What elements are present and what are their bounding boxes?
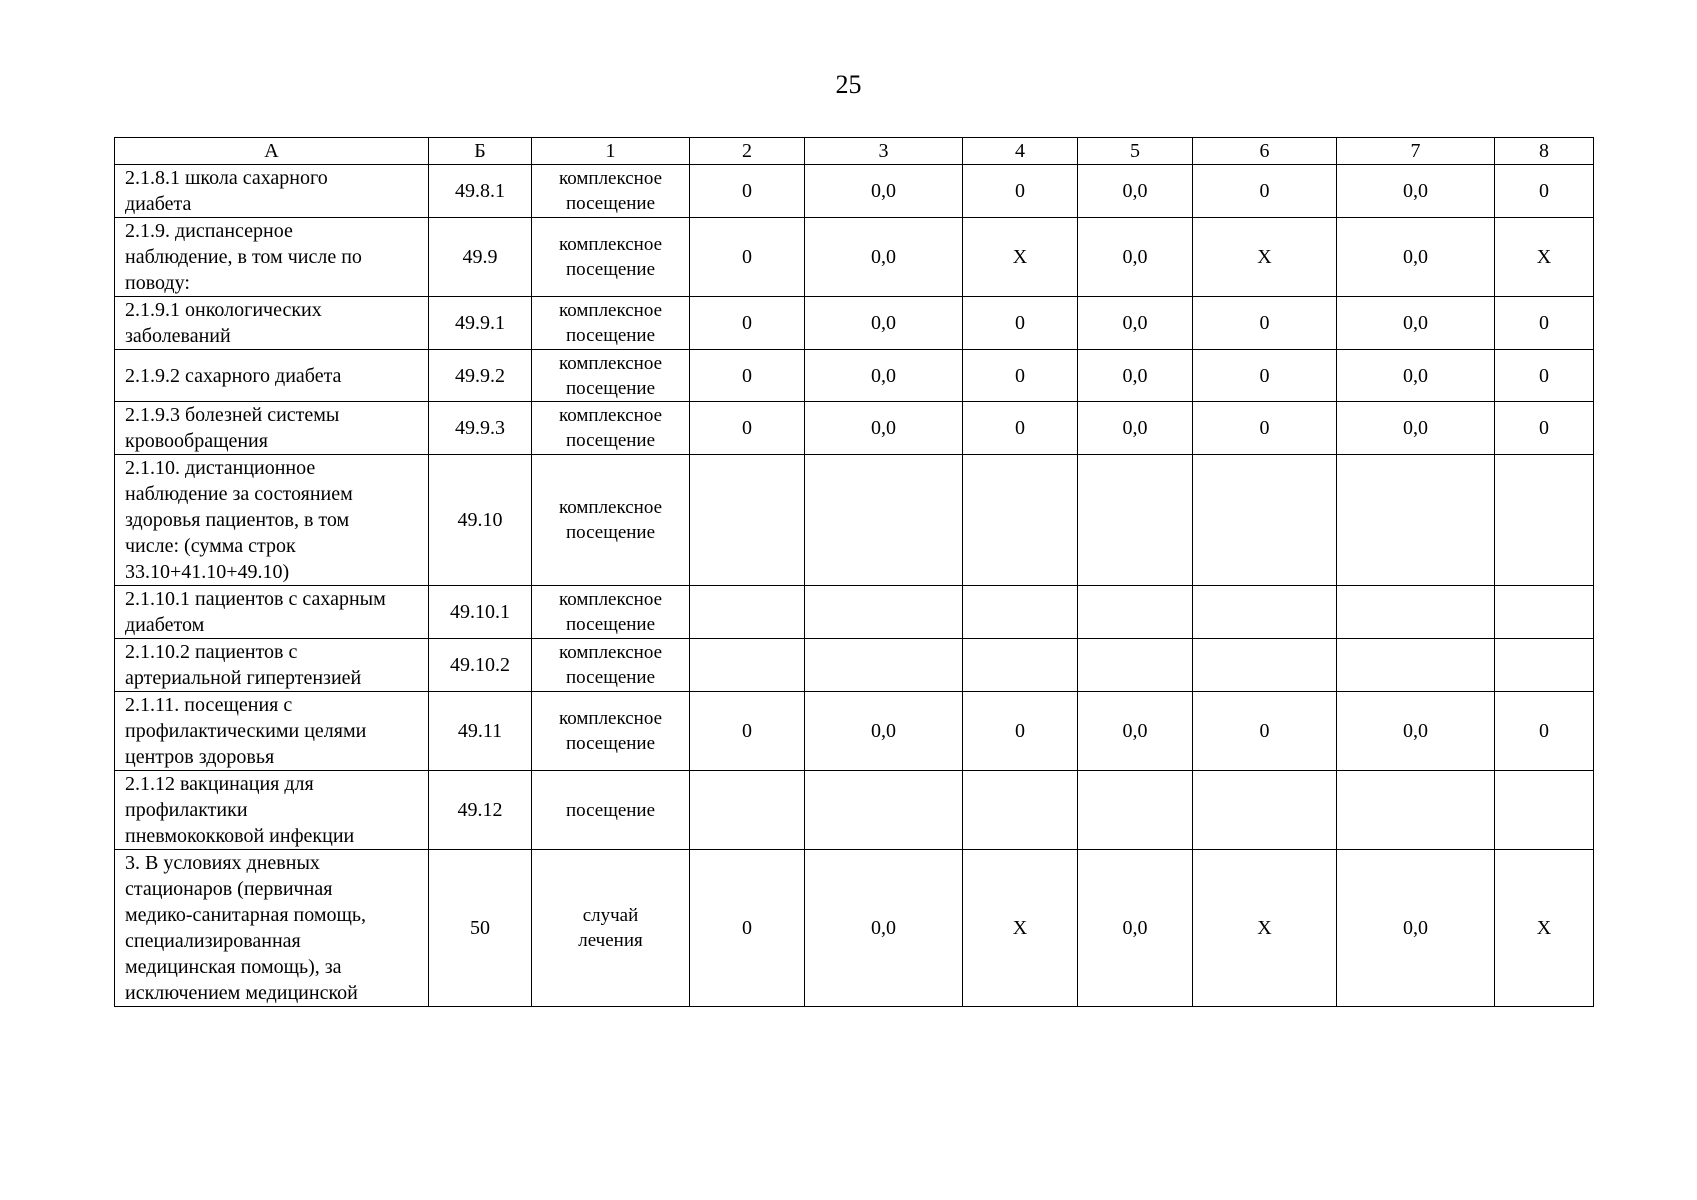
row-value-cell-2: 0 bbox=[690, 165, 805, 218]
row-value-cell-2: 0 bbox=[690, 218, 805, 297]
row-value-cell-6 bbox=[1193, 639, 1337, 692]
row-label-line: стационаров (первичная bbox=[125, 878, 333, 900]
row-value-cell-7 bbox=[1337, 586, 1495, 639]
header-cell-1: 1 bbox=[532, 138, 690, 165]
header-cell-6: 6 bbox=[1193, 138, 1337, 165]
row-unit-cell bbox=[532, 165, 690, 218]
row-value-cell-3 bbox=[805, 771, 963, 850]
row-value-cell-3: 0,0 bbox=[805, 692, 963, 771]
header-cell-8: 8 bbox=[1495, 138, 1594, 165]
row-label-line: 2.1.9.3 болезней системы bbox=[125, 404, 340, 426]
row-label-cell bbox=[115, 771, 429, 850]
row-value-cell-2 bbox=[690, 771, 805, 850]
row-value-cell-8 bbox=[1495, 771, 1594, 850]
row-unit-line: посещение bbox=[565, 259, 656, 280]
row-unit-line: комплексное bbox=[558, 642, 663, 663]
row-label-line: центров здоровья bbox=[125, 746, 275, 768]
row-value-cell-2: 0 bbox=[690, 350, 805, 402]
row-label-cell bbox=[115, 455, 429, 586]
row-unit-line: комплексное bbox=[558, 168, 663, 189]
row-value-cell-5: 0,0 bbox=[1078, 218, 1193, 297]
row-code-cell: 49.10.1 bbox=[429, 586, 532, 639]
row-unit-line: посещение bbox=[565, 377, 656, 399]
row-unit-line: посещение bbox=[565, 522, 656, 543]
header-cell-2: 2 bbox=[690, 138, 805, 165]
row-value-cell-8: 0 bbox=[1495, 297, 1594, 350]
row-value-cell-6: 0 bbox=[1193, 402, 1337, 455]
row-value-cell-8: 0 bbox=[1495, 350, 1594, 402]
row-unit-line: посещение bbox=[565, 799, 656, 821]
row-unit-cell bbox=[532, 850, 690, 1007]
row-value-cell-4: 0 bbox=[963, 692, 1078, 771]
row-unit-line: комплексное bbox=[558, 497, 663, 518]
table-row bbox=[115, 639, 1594, 692]
row-value-cell-5: 0,0 bbox=[1078, 402, 1193, 455]
row-code-cell: 49.10.2 bbox=[429, 639, 532, 692]
row-value-cell-2 bbox=[690, 586, 805, 639]
row-label-line: наблюдение за состоянием bbox=[125, 483, 353, 505]
table-row bbox=[115, 297, 1594, 350]
row-label-line: диабетом bbox=[125, 614, 205, 636]
row-label-line: исключением медицинской bbox=[125, 982, 358, 1004]
table-row bbox=[115, 771, 1594, 850]
row-code-cell: 49.8.1 bbox=[429, 165, 532, 218]
row-value-cell-5: 0,0 bbox=[1078, 350, 1193, 402]
row-code-cell: 49.9.3 bbox=[429, 402, 532, 455]
row-label-line: 2.1.10.2 пациентов с bbox=[125, 641, 298, 663]
row-label-cell bbox=[115, 692, 429, 771]
row-unit-cell bbox=[532, 350, 690, 402]
row-label-cell bbox=[115, 586, 429, 639]
row-value-cell-4 bbox=[963, 771, 1078, 850]
row-value-cell-8 bbox=[1495, 639, 1594, 692]
row-value-cell-7: 0,0 bbox=[1337, 402, 1495, 455]
row-label-line: 2.1.11. посещения с bbox=[125, 694, 293, 716]
row-label-line: профилактическими целями bbox=[125, 720, 367, 742]
row-code-cell: 49.11 bbox=[429, 692, 532, 771]
row-value-cell-4 bbox=[963, 586, 1078, 639]
row-label-line: 33.10+41.10+49.10) bbox=[125, 561, 290, 583]
row-label-line: пневмококковой инфекции bbox=[125, 825, 355, 847]
row-label-line: артериальной гипертензией bbox=[125, 667, 362, 689]
table-row bbox=[115, 692, 1594, 771]
row-value-cell-3: 0,0 bbox=[805, 850, 963, 1007]
row-unit-cell bbox=[532, 692, 690, 771]
row-label-cell bbox=[115, 350, 429, 402]
row-unit-line: посещение bbox=[565, 667, 656, 688]
row-value-cell-3: 0,0 bbox=[805, 297, 963, 350]
row-label-line: 2.1.10.1 пациентов с сахарным bbox=[125, 588, 386, 610]
header-cell-5: 5 bbox=[1078, 138, 1193, 165]
row-value-cell-8: 0 bbox=[1495, 165, 1594, 218]
table-body bbox=[115, 138, 1594, 1007]
row-value-cell-2: 0 bbox=[690, 850, 805, 1007]
row-value-cell-7: 0,0 bbox=[1337, 218, 1495, 297]
row-code-cell: 50 bbox=[429, 850, 532, 1007]
row-value-cell-5 bbox=[1078, 771, 1193, 850]
row-unit-line: посещение bbox=[565, 325, 656, 346]
row-value-cell-5: 0,0 bbox=[1078, 692, 1193, 771]
row-value-cell-6: 0 bbox=[1193, 350, 1337, 402]
row-unit-cell bbox=[532, 218, 690, 297]
header-cell-4: 4 bbox=[963, 138, 1078, 165]
row-value-cell-5 bbox=[1078, 586, 1193, 639]
row-label-cell bbox=[115, 639, 429, 692]
row-label-line: медицинская помощь), за bbox=[125, 956, 342, 978]
row-value-cell-5 bbox=[1078, 455, 1193, 586]
row-value-cell-3: 0,0 bbox=[805, 402, 963, 455]
row-value-cell-7 bbox=[1337, 639, 1495, 692]
row-label-cell bbox=[115, 165, 429, 218]
row-value-cell-6 bbox=[1193, 771, 1337, 850]
row-value-cell-7: 0,0 bbox=[1337, 692, 1495, 771]
row-label-line: 2.1.10. дистанционное bbox=[125, 457, 316, 479]
row-label-line: профилактики bbox=[125, 799, 248, 821]
row-value-cell-8: 0 bbox=[1495, 402, 1594, 455]
row-value-cell-4: Х bbox=[963, 850, 1078, 1007]
table-row bbox=[115, 586, 1594, 639]
row-value-cell-2: 0 bbox=[690, 402, 805, 455]
row-value-cell-4 bbox=[963, 455, 1078, 586]
header-cell-b: Б bbox=[429, 138, 532, 165]
row-label-line: числе: (сумма строк bbox=[125, 535, 296, 557]
row-unit-line: комплексное bbox=[558, 352, 663, 374]
row-value-cell-7 bbox=[1337, 771, 1495, 850]
row-value-cell-7: 0,0 bbox=[1337, 297, 1495, 350]
row-unit-line: комплексное bbox=[558, 234, 663, 255]
row-value-cell-5: 0,0 bbox=[1078, 850, 1193, 1007]
row-value-cell-3 bbox=[805, 586, 963, 639]
row-label-cell bbox=[115, 850, 429, 1007]
header-cell-3: 3 bbox=[805, 138, 963, 165]
row-value-cell-2: 0 bbox=[690, 297, 805, 350]
row-unit-cell bbox=[532, 639, 690, 692]
row-unit-cell bbox=[532, 771, 690, 850]
row-label-line: 2.1.9.2 сахарного диабета bbox=[125, 364, 342, 387]
row-value-cell-5: 0,0 bbox=[1078, 297, 1193, 350]
row-label-line: 2.1.9. диспансерное bbox=[125, 220, 293, 242]
row-value-cell-6: 0 bbox=[1193, 297, 1337, 350]
row-value-cell-5: 0,0 bbox=[1078, 165, 1193, 218]
row-label-cell bbox=[115, 218, 429, 297]
row-value-cell-6: Х bbox=[1193, 218, 1337, 297]
row-value-cell-4: 0 bbox=[963, 350, 1078, 402]
row-value-cell-8: Х bbox=[1495, 850, 1594, 1007]
row-code-cell: 49.9.2 bbox=[429, 350, 532, 402]
row-value-cell-7: 0,0 bbox=[1337, 850, 1495, 1007]
row-value-cell-5 bbox=[1078, 639, 1193, 692]
row-unit-cell bbox=[532, 586, 690, 639]
row-value-cell-2 bbox=[690, 455, 805, 586]
header-cell-a: А bbox=[115, 138, 429, 165]
row-value-cell-2 bbox=[690, 639, 805, 692]
row-value-cell-6: Х bbox=[1193, 850, 1337, 1007]
row-label-cell bbox=[115, 297, 429, 350]
data-table bbox=[114, 137, 1594, 1007]
table-row bbox=[115, 165, 1594, 218]
header-cell-7: 7 bbox=[1337, 138, 1495, 165]
row-label-line: 2.1.8.1 школа сахарного bbox=[125, 167, 328, 189]
row-unit-line: посещение bbox=[565, 193, 656, 214]
row-value-cell-2: 0 bbox=[690, 692, 805, 771]
row-value-cell-6: 0 bbox=[1193, 165, 1337, 218]
row-label-line: наблюдение, в том числе по bbox=[125, 246, 362, 268]
row-unit-line: посещение bbox=[565, 430, 656, 451]
table-row bbox=[115, 402, 1594, 455]
row-value-cell-6: 0 bbox=[1193, 692, 1337, 771]
row-unit-line: комплексное bbox=[558, 300, 663, 321]
row-value-cell-7: 0,0 bbox=[1337, 350, 1495, 402]
row-value-cell-4: 0 bbox=[963, 165, 1078, 218]
row-value-cell-3: 0,0 bbox=[805, 218, 963, 297]
row-value-cell-8: Х bbox=[1495, 218, 1594, 297]
row-unit-cell bbox=[532, 297, 690, 350]
row-value-cell-6 bbox=[1193, 455, 1337, 586]
row-code-cell: 49.12 bbox=[429, 771, 532, 850]
page-number: 25 bbox=[835, 70, 862, 99]
row-unit-line: комплексное bbox=[558, 405, 663, 426]
row-value-cell-7: 0,0 bbox=[1337, 165, 1495, 218]
row-value-cell-4: 0 bbox=[963, 297, 1078, 350]
row-unit-line: комплексное bbox=[558, 589, 663, 610]
row-label-line: поводу: bbox=[125, 272, 190, 294]
row-value-cell-6 bbox=[1193, 586, 1337, 639]
row-label-line: 2.1.9.1 онкологических bbox=[125, 299, 322, 321]
row-label-line: здоровья пациентов, в том bbox=[125, 509, 350, 531]
row-code-cell: 49.9.1 bbox=[429, 297, 532, 350]
row-label-line: медико-санитарная помощь, bbox=[125, 904, 367, 926]
table-row bbox=[115, 455, 1594, 586]
row-label-line: 3. В условиях дневных bbox=[125, 852, 320, 874]
row-unit-cell bbox=[532, 455, 690, 586]
row-value-cell-4 bbox=[963, 639, 1078, 692]
row-value-cell-7 bbox=[1337, 455, 1495, 586]
row-label-line: 2.1.12 вакцинация для bbox=[125, 773, 314, 795]
table-row bbox=[115, 850, 1594, 1007]
row-value-cell-8 bbox=[1495, 455, 1594, 586]
row-label-line: кровообращения bbox=[125, 430, 268, 452]
table-header-row bbox=[115, 138, 1594, 165]
row-value-cell-3: 0,0 bbox=[805, 165, 963, 218]
row-unit-line: комплексное bbox=[558, 708, 663, 729]
row-label-line: заболеваний bbox=[125, 325, 231, 347]
row-unit-line: случай bbox=[582, 905, 639, 926]
row-unit-line: лечения bbox=[578, 930, 643, 951]
row-value-cell-8 bbox=[1495, 586, 1594, 639]
row-value-cell-3 bbox=[805, 639, 963, 692]
row-label-cell bbox=[115, 402, 429, 455]
row-value-cell-3: 0,0 bbox=[805, 350, 963, 402]
table-row bbox=[115, 350, 1594, 402]
row-unit-line: посещение bbox=[565, 733, 656, 754]
row-unit-cell bbox=[532, 402, 690, 455]
row-unit-line: посещение bbox=[565, 614, 656, 635]
row-value-cell-3 bbox=[805, 455, 963, 586]
row-value-cell-4: Х bbox=[963, 218, 1078, 297]
row-label-line: специализированная bbox=[125, 930, 301, 952]
row-code-cell: 49.9 bbox=[429, 218, 532, 297]
row-value-cell-8: 0 bbox=[1495, 692, 1594, 771]
row-value-cell-4: 0 bbox=[963, 402, 1078, 455]
row-code-cell: 49.10 bbox=[429, 455, 532, 586]
table-row bbox=[115, 218, 1594, 297]
row-label-line: диабета bbox=[125, 193, 192, 215]
